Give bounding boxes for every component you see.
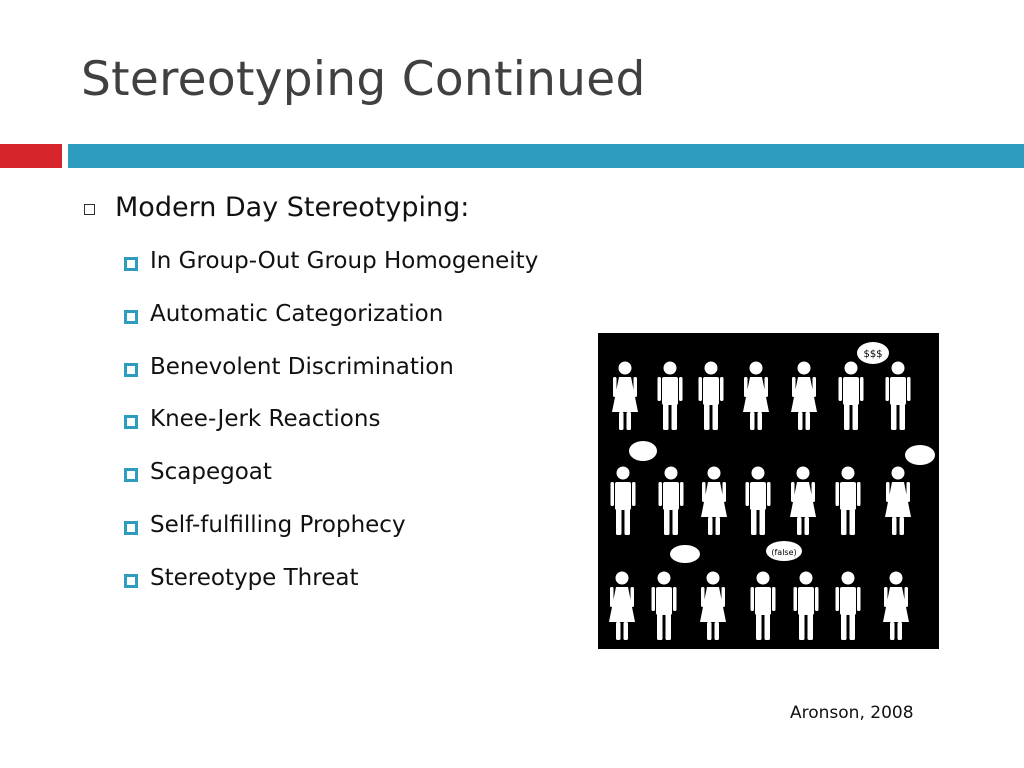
square-bullet-icon: [124, 363, 138, 377]
square-bullet-icon: [124, 257, 138, 271]
list-item: [124, 248, 538, 301]
accent-bar-red: [0, 144, 62, 168]
hollow-square-bullet-icon: [84, 204, 95, 215]
square-bullet-icon: [124, 468, 138, 482]
list-item-text: Scapegoat: [150, 459, 272, 486]
speech-bubble-false: (false): [771, 548, 797, 557]
square-bullet-icon: [124, 310, 138, 324]
list-item: [124, 301, 538, 354]
list-item-text: In Group-Out Group Homogeneity: [150, 248, 539, 274]
list-item: [124, 406, 538, 459]
accent-bar-blue: [68, 144, 1024, 168]
square-bullet-icon: [124, 521, 138, 535]
main-bullet: [84, 192, 469, 223]
list-item: [124, 565, 538, 618]
list-item-text: Automatic Categorization: [150, 300, 444, 327]
list-item-text: Benevolent Discrimination: [150, 353, 454, 380]
list-item-text: Stereotype Threat: [150, 564, 359, 591]
main-bullet-text: Modern Day Stereotyping:: [115, 192, 470, 223]
list-item: [124, 354, 538, 407]
speech-bubble-dollars: $$$: [863, 349, 883, 360]
list-item: [124, 512, 538, 565]
sub-bullet-list: [124, 248, 538, 618]
slide-title: Stereotyping Continued: [81, 52, 646, 107]
list-item-text: Knee-Jerk Reactions: [150, 406, 381, 433]
square-bullet-icon: [124, 574, 138, 588]
citation: Aronson, 2008: [790, 703, 914, 723]
list-item: [124, 459, 538, 512]
square-bullet-icon: [124, 415, 138, 429]
list-item-text: Self-fulfilling Prophecy: [150, 511, 406, 538]
people-pictograms-icon: [598, 333, 939, 649]
stereotype-figures-image: [598, 333, 939, 649]
